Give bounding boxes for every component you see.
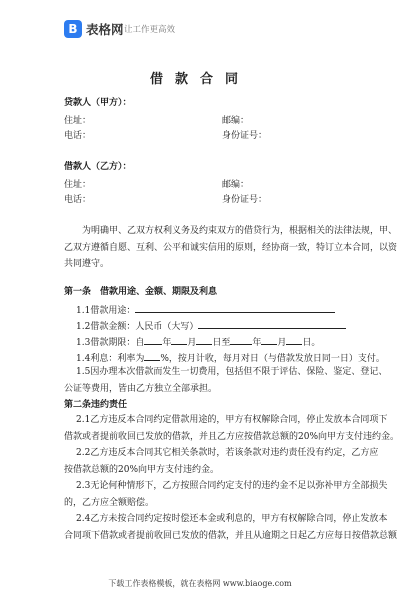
lender-id-label: 身份证号： [222,131,268,141]
article2-clause [64,478,388,511]
article1-expense [64,364,388,397]
period-day-to: 日至 [212,338,231,348]
footer-note: 下载工作表格模板，就在表格网 www.biaoge.com [108,579,292,588]
brand-name: 表格网 [86,22,124,37]
borrower-heading: 借款人（乙方）： [64,162,132,172]
borrower-postcode-label: 邮编： [222,180,250,190]
article2-heading: 第二条违约责任 [64,400,128,410]
clause-line: 合同项下借款或者提前收回已发放的借款，并且从逾期之日起乙方应每日按借款总额 [64,530,398,541]
interest-blank [144,351,160,361]
expense-line: 公证等费用，皆由乙方独立全部承担。 [64,383,218,394]
article1-heading: 第一条 借款用途、金额、期限及利息 [64,287,218,297]
clause-line: 按借款总额的20%向甲方支付违约金。 [64,464,220,475]
amount-blank [198,319,346,329]
lender-heading: 贷款人（甲方）： [64,98,132,108]
article1-purpose [76,303,335,317]
period-blank [144,335,162,345]
preamble-line: 共同遵守。 [64,259,110,269]
clause-line: 2.2乙方违反本合同其它相关条款时，若该条款对违约责任没有约定，乙方应 [76,448,379,458]
preamble-line: 为明确甲、乙双方权利义务及约束双方的借贷行为，根据相关的法律法规，甲、 [82,226,398,236]
borrower-address-label: 住址： [64,180,92,190]
period-year: 年 [252,338,262,348]
period-blank [171,335,187,345]
brand-logo-icon: B [64,20,82,38]
period-month: 月 [187,338,197,348]
clause-line: 的，乙方应全额赔偿。 [64,497,155,508]
expense-line: 1.5因办理本次借款而发生一切费用，包括但不限于评估、保险、鉴定、登记、 [76,367,388,377]
amount-label: 1.2借款金额：人民币（大写） [76,322,199,332]
clause-line: 2.3无论何种情形下，乙方按照合同约定支付的违约金不足以弥补甲方全部损失 [76,481,388,491]
brand-slogan: 让工作更高效 [124,25,176,35]
interest-prefix: 1.4利息：利率为 [76,354,145,364]
period-month: 月 [277,338,287,348]
preamble-line: 乙双方遵循自愿、互利、公平和诚实信用的原则，经协商一致，特订立本合同，以资 [64,242,398,253]
article1-amount [76,319,346,333]
period-day-end: 日。 [302,338,321,348]
borrower-phone-label: 电话： [64,195,92,205]
period-blank [286,335,302,345]
article1-interest [76,351,385,365]
article2-clause [64,412,400,445]
borrower-id-label: 身份证号： [222,195,268,205]
page-title: 借款合同 [149,72,250,87]
period-blank [230,335,252,345]
interest-suffix: %，按月计收，每月对日（与借款发放日同一日）支付。 [160,354,385,364]
lender-phone-label: 电话： [64,131,92,141]
clause-line: 2.4乙方未按合同约定按时偿还本金或利息的，甲方有权解除合同，停止发放本 [76,514,388,524]
lender-postcode-label: 邮编： [222,116,250,126]
period-year: 年 [162,338,172,348]
lender-address-label: 住址： [64,116,92,126]
period-prefix: 1.3借款期限：自 [76,338,145,348]
clause-line: 2.1乙方违反本合同约定借款用途的，甲方有权解除合同，停止发放本合同项下 [76,415,388,425]
purpose-label: 1.1借款用途： [76,306,136,316]
article2-clause [64,445,379,478]
period-blank [196,335,212,345]
article2-clause [64,511,398,544]
purpose-blank [135,303,335,313]
preamble [64,223,398,273]
period-blank [261,335,277,345]
article1-period [76,335,320,349]
clause-line: 借款或者提前收回已发放的借款，并且乙方应按借款总额的20%向甲方支付违约金。 [64,431,400,442]
